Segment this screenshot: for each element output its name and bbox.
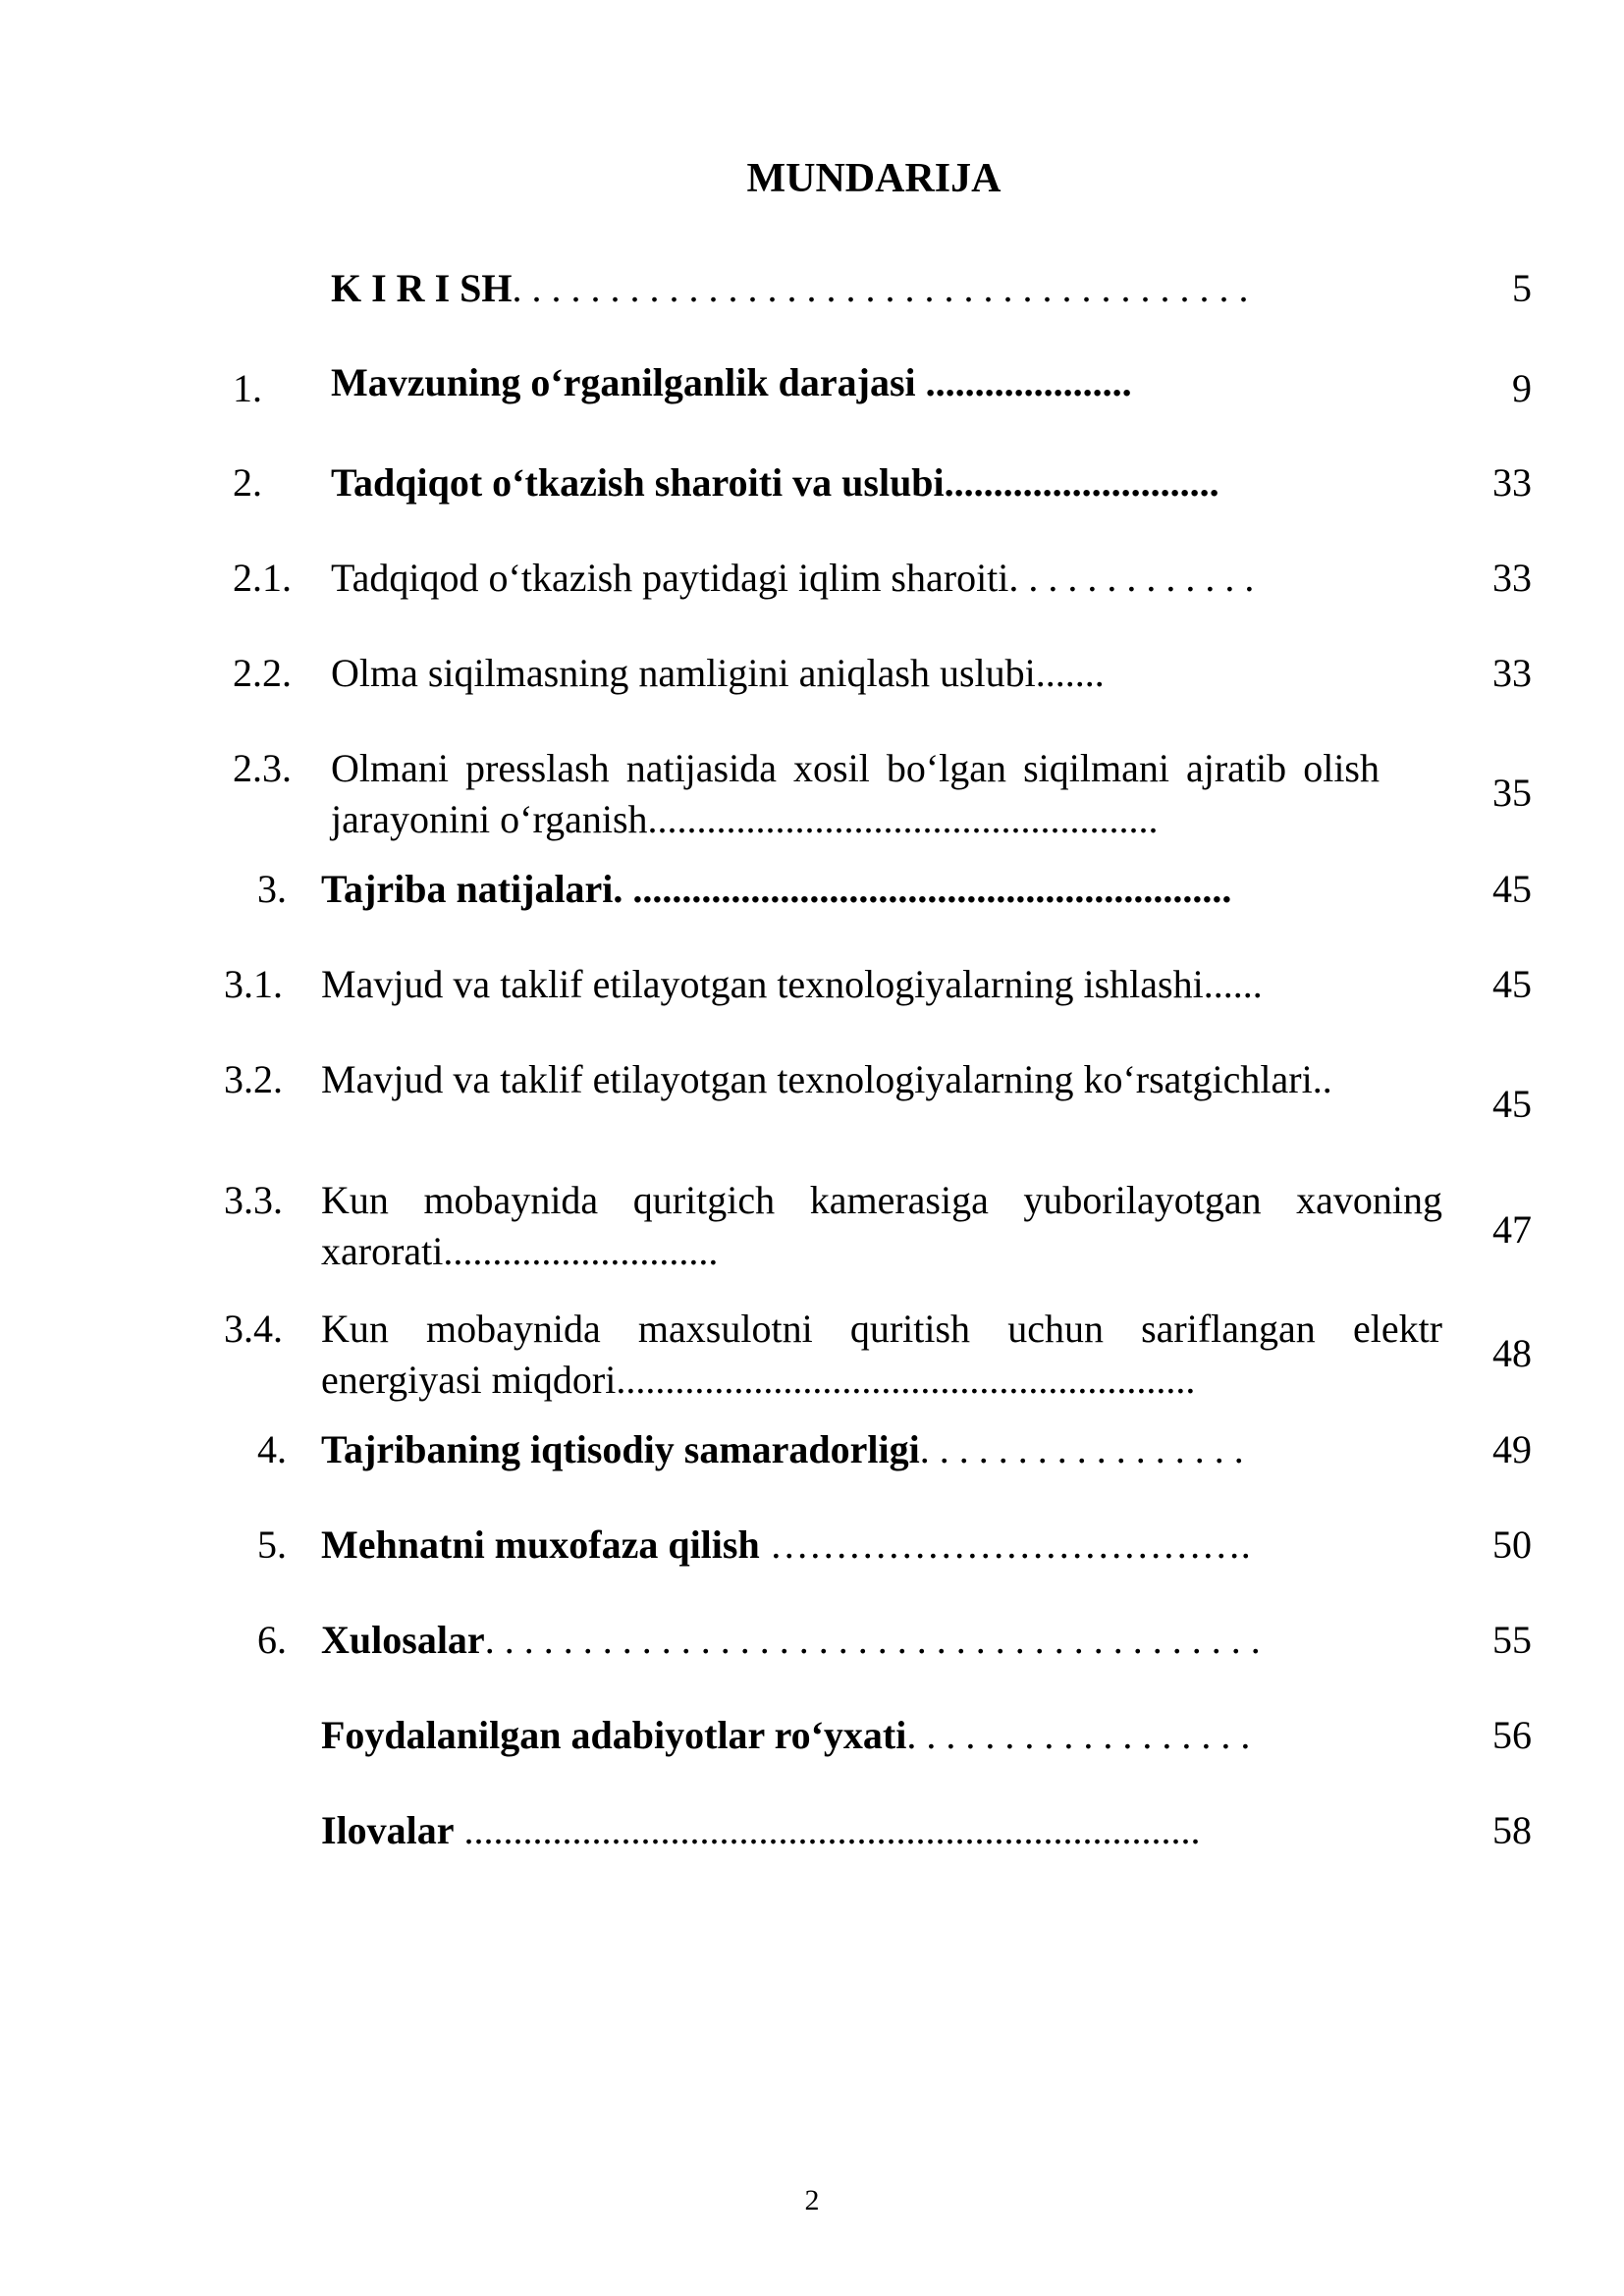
- toc-entry-title: Ilovalar ...........................................................................: [321, 1808, 1201, 1852]
- toc-entry-title: Mehnatni muxofaza qilish ……………………………….: [321, 1522, 1251, 1567]
- toc-entry-number: 3.1.: [224, 962, 283, 1006]
- toc-entry-title: Kun mobaynida quritgich kamerasiga yuborilayotgan xavoning xarorati............................: [321, 1178, 1442, 1273]
- toc-page-number: 50: [1492, 1522, 1532, 1567]
- toc-entry-title: Tajribaning iqtisodiy samaradorligi. . . . . . . . . . . . . . . . .: [321, 1427, 1244, 1471]
- toc-entry-number: 3.2.: [224, 1057, 283, 1101]
- toc-entry-title: Mavzuning o‘rganilganlik darajasi .....................: [331, 360, 1132, 404]
- toc-entry-number: 3.: [257, 867, 287, 911]
- toc-entry-number: 4.: [257, 1427, 287, 1471]
- toc-page-number: 33: [1492, 651, 1532, 695]
- toc-entry-title: Mavjud va taklif etilayotgan texnologiyalarning ishlashi......: [321, 962, 1263, 1006]
- page-number-footer: 2: [804, 2184, 820, 2216]
- toc-page-number: 35: [1492, 771, 1532, 815]
- toc-page-number: 9: [1512, 366, 1532, 410]
- toc-entry-number: 6.: [257, 1618, 287, 1662]
- toc-page-number: 55: [1492, 1618, 1532, 1662]
- toc-entry-title: Olmani presslash natijasida xosil bo‘lgan siqilmani ajratib olish jarayonini o‘rganish....................................................: [331, 746, 1380, 841]
- toc-entry-title: Tajriba natijalari. .............................................................: [321, 867, 1232, 911]
- toc-page-number: 58: [1492, 1808, 1532, 1852]
- toc-entry-number: 2.2.: [233, 651, 292, 695]
- toc-page-number: 49: [1492, 1427, 1532, 1471]
- toc-page-number: 33: [1492, 556, 1532, 600]
- toc-page-number: 48: [1492, 1331, 1532, 1375]
- toc-page-number: 33: [1492, 460, 1532, 505]
- toc-entry-number: 2.: [233, 460, 262, 505]
- toc-entry-number: 2.1.: [233, 556, 292, 600]
- toc-page-number: 56: [1492, 1713, 1532, 1757]
- toc-entry-number: 2.3.: [233, 746, 292, 790]
- toc-page-number: 45: [1492, 1082, 1532, 1126]
- toc-entry-title: K I R I SH. . . . . . . . . . . . . . . . . . . . . . . . . . . . . . . . . . . . . .: [331, 266, 1249, 310]
- toc-page-number: 45: [1492, 962, 1532, 1006]
- toc-page-number: 47: [1492, 1207, 1532, 1252]
- toc-entry-title: Kun mobaynida maxsulotni quritish uchun sariflangan elektr energiyasi miqdori...........................................................: [321, 1307, 1442, 1402]
- toc-entry-title: Mavjud va taklif etilayotgan texnologiyalarning ko‘rsatgichlari..: [321, 1057, 1332, 1101]
- toc-entry-title: Xulosalar. . . . . . . . . . . . . . . . . . . . . . . . . . . . . . . . . . . . . . . .: [321, 1618, 1261, 1662]
- toc-entry-title: Olma siqilmasning namligini aniqlash uslubi.......: [331, 651, 1105, 695]
- toc-page-number: 45: [1492, 867, 1532, 911]
- toc-entry-number: 3.3.: [224, 1178, 283, 1222]
- toc-entry-title: Foydalanilgan adabiyotlar ro‘yxati. . . . . . . . . . . . . . . . . .: [321, 1713, 1251, 1757]
- toc-entry-title: Tadqiqod o‘tkazish paytidagi iqlim sharoiti. . . . . . . . . . . . .: [331, 556, 1255, 600]
- toc-entry-number: 1.: [233, 366, 262, 410]
- toc-heading: MUNDARIJA: [746, 156, 1001, 201]
- toc-entry-number: 3.4.: [224, 1307, 283, 1351]
- toc-entry-title: Tadqiqot o‘tkazish sharoiti va uslubi............................: [331, 460, 1219, 505]
- toc-entry-number: 5.: [257, 1522, 287, 1567]
- toc-page-number: 5: [1512, 266, 1532, 310]
